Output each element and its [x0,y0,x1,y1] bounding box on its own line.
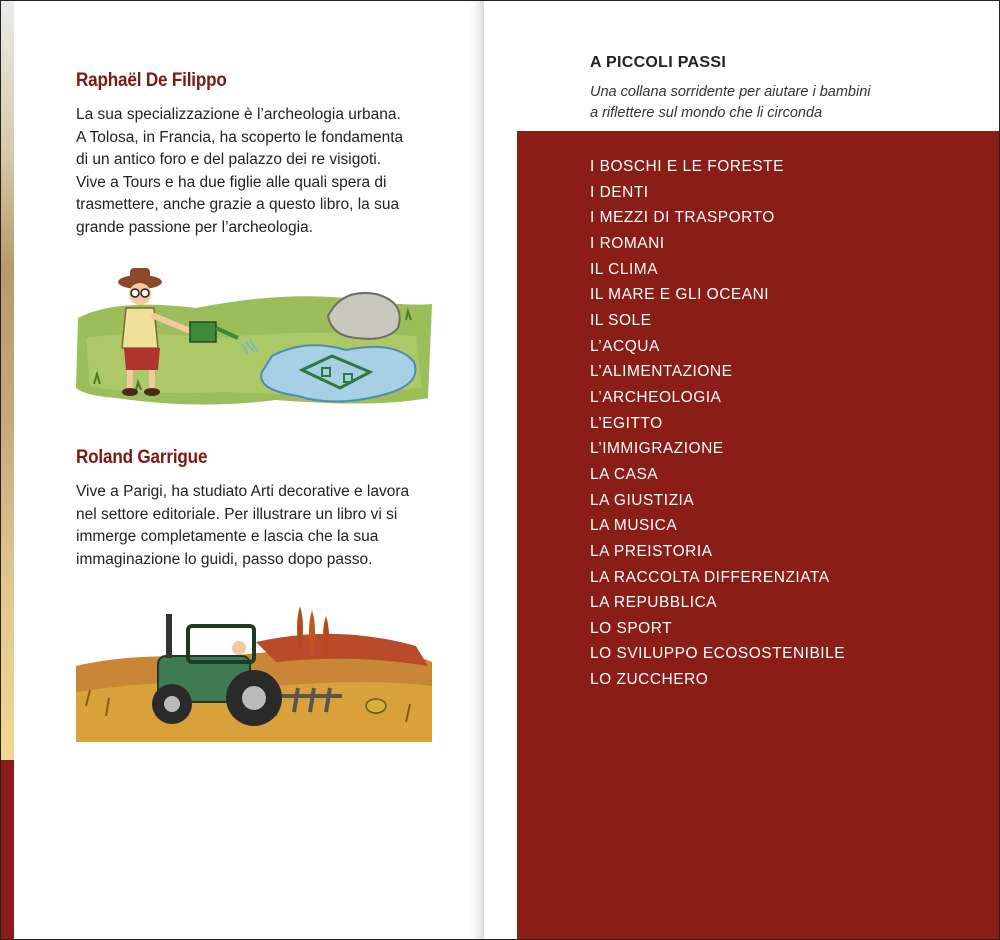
series-title-item: LA GIUSTIZIA [590,491,695,509]
series-title-item: IL CLIMA [590,260,659,278]
series-title-item: LA REPUBBLICA [590,594,718,612]
series-title-item: IL SOLE [590,311,652,329]
series-title-item: LA PREISTORIA [590,542,713,560]
bio-line: grande passione per l’archeologia. [76,218,313,236]
series-title-item: LA RACCOLTA DIFFERENZIATA [590,568,830,586]
bio-line: trasmettere, anche grazie a questo libro, la sua [76,196,400,213]
bio-line: La sua specializzazione è l’archeologia urbana. [76,106,401,123]
series-title-item: L’EGITTO [590,414,663,432]
series-subtitle-line: Una collana sorridente per aiutare i bambini [590,84,871,100]
series-title-item: I ROMANI [590,234,665,252]
series-title-item: I BOSCHI E LE FORESTE [590,158,784,175]
series-title-item: LO ZUCCHERO [590,671,709,689]
bio-line: Vive a Tours e ha due figlie alle quali spera di [76,173,387,191]
previous-page-edge [0,0,14,940]
series-titles-list [590,154,845,693]
author-name-1: Raphaël De Filippo [76,70,227,91]
series-title-item: IL MARE E GLI OCEANI [590,286,770,304]
previous-page-red-band [0,760,14,940]
author-name-2: Roland Garrigue [76,447,208,468]
series-title-item: LA CASA [590,465,659,483]
series-title-item: LO SPORT [590,619,673,637]
bio-line: immerge completamente e lascia che la sua [76,528,379,545]
series-title-item: LA MUSICA [590,517,678,535]
previous-page-illustration-edge [0,0,14,760]
series-title-item: L’IMMIGRAZIONE [590,440,724,458]
series-title-item: L’ALIMENTAZIONE [590,363,733,381]
series-title-item: L’ARCHEOLOGIA [590,388,722,406]
book-gutter [470,0,484,940]
author-bio-1 [76,104,403,239]
archaeologist-illustration [76,258,432,418]
tractor-illustration [76,596,432,742]
bio-line: A Tolosa, in Francia, ha scoperto le fondamenta [76,128,404,146]
bio-line: immaginazione lo guidi, passo dopo passo. [76,550,373,568]
series-subtitle-line: a riflettere sul mondo che li circonda [590,105,823,121]
series-title-item: I DENTI [590,183,649,201]
series-subtitle [590,82,871,124]
bio-line: di un antico foro e del palazzo dei re visigoti. [76,151,382,168]
author-bio-2 [76,481,409,571]
bio-line: Vive a Parigi, ha studiato Arti decorative e lavora [76,483,410,500]
series-title-item: LO SVILUPPO ECOSOSTENIBILE [590,645,846,663]
bio-line: nel settore editoriale. Per illustrare un libro vi si [76,505,398,523]
series-title: A PICCOLI PASSI [590,54,727,71]
series-title-item: L’ACQUA [590,337,660,355]
series-title-item: I MEZZI DI TRASPORTO [590,209,775,227]
